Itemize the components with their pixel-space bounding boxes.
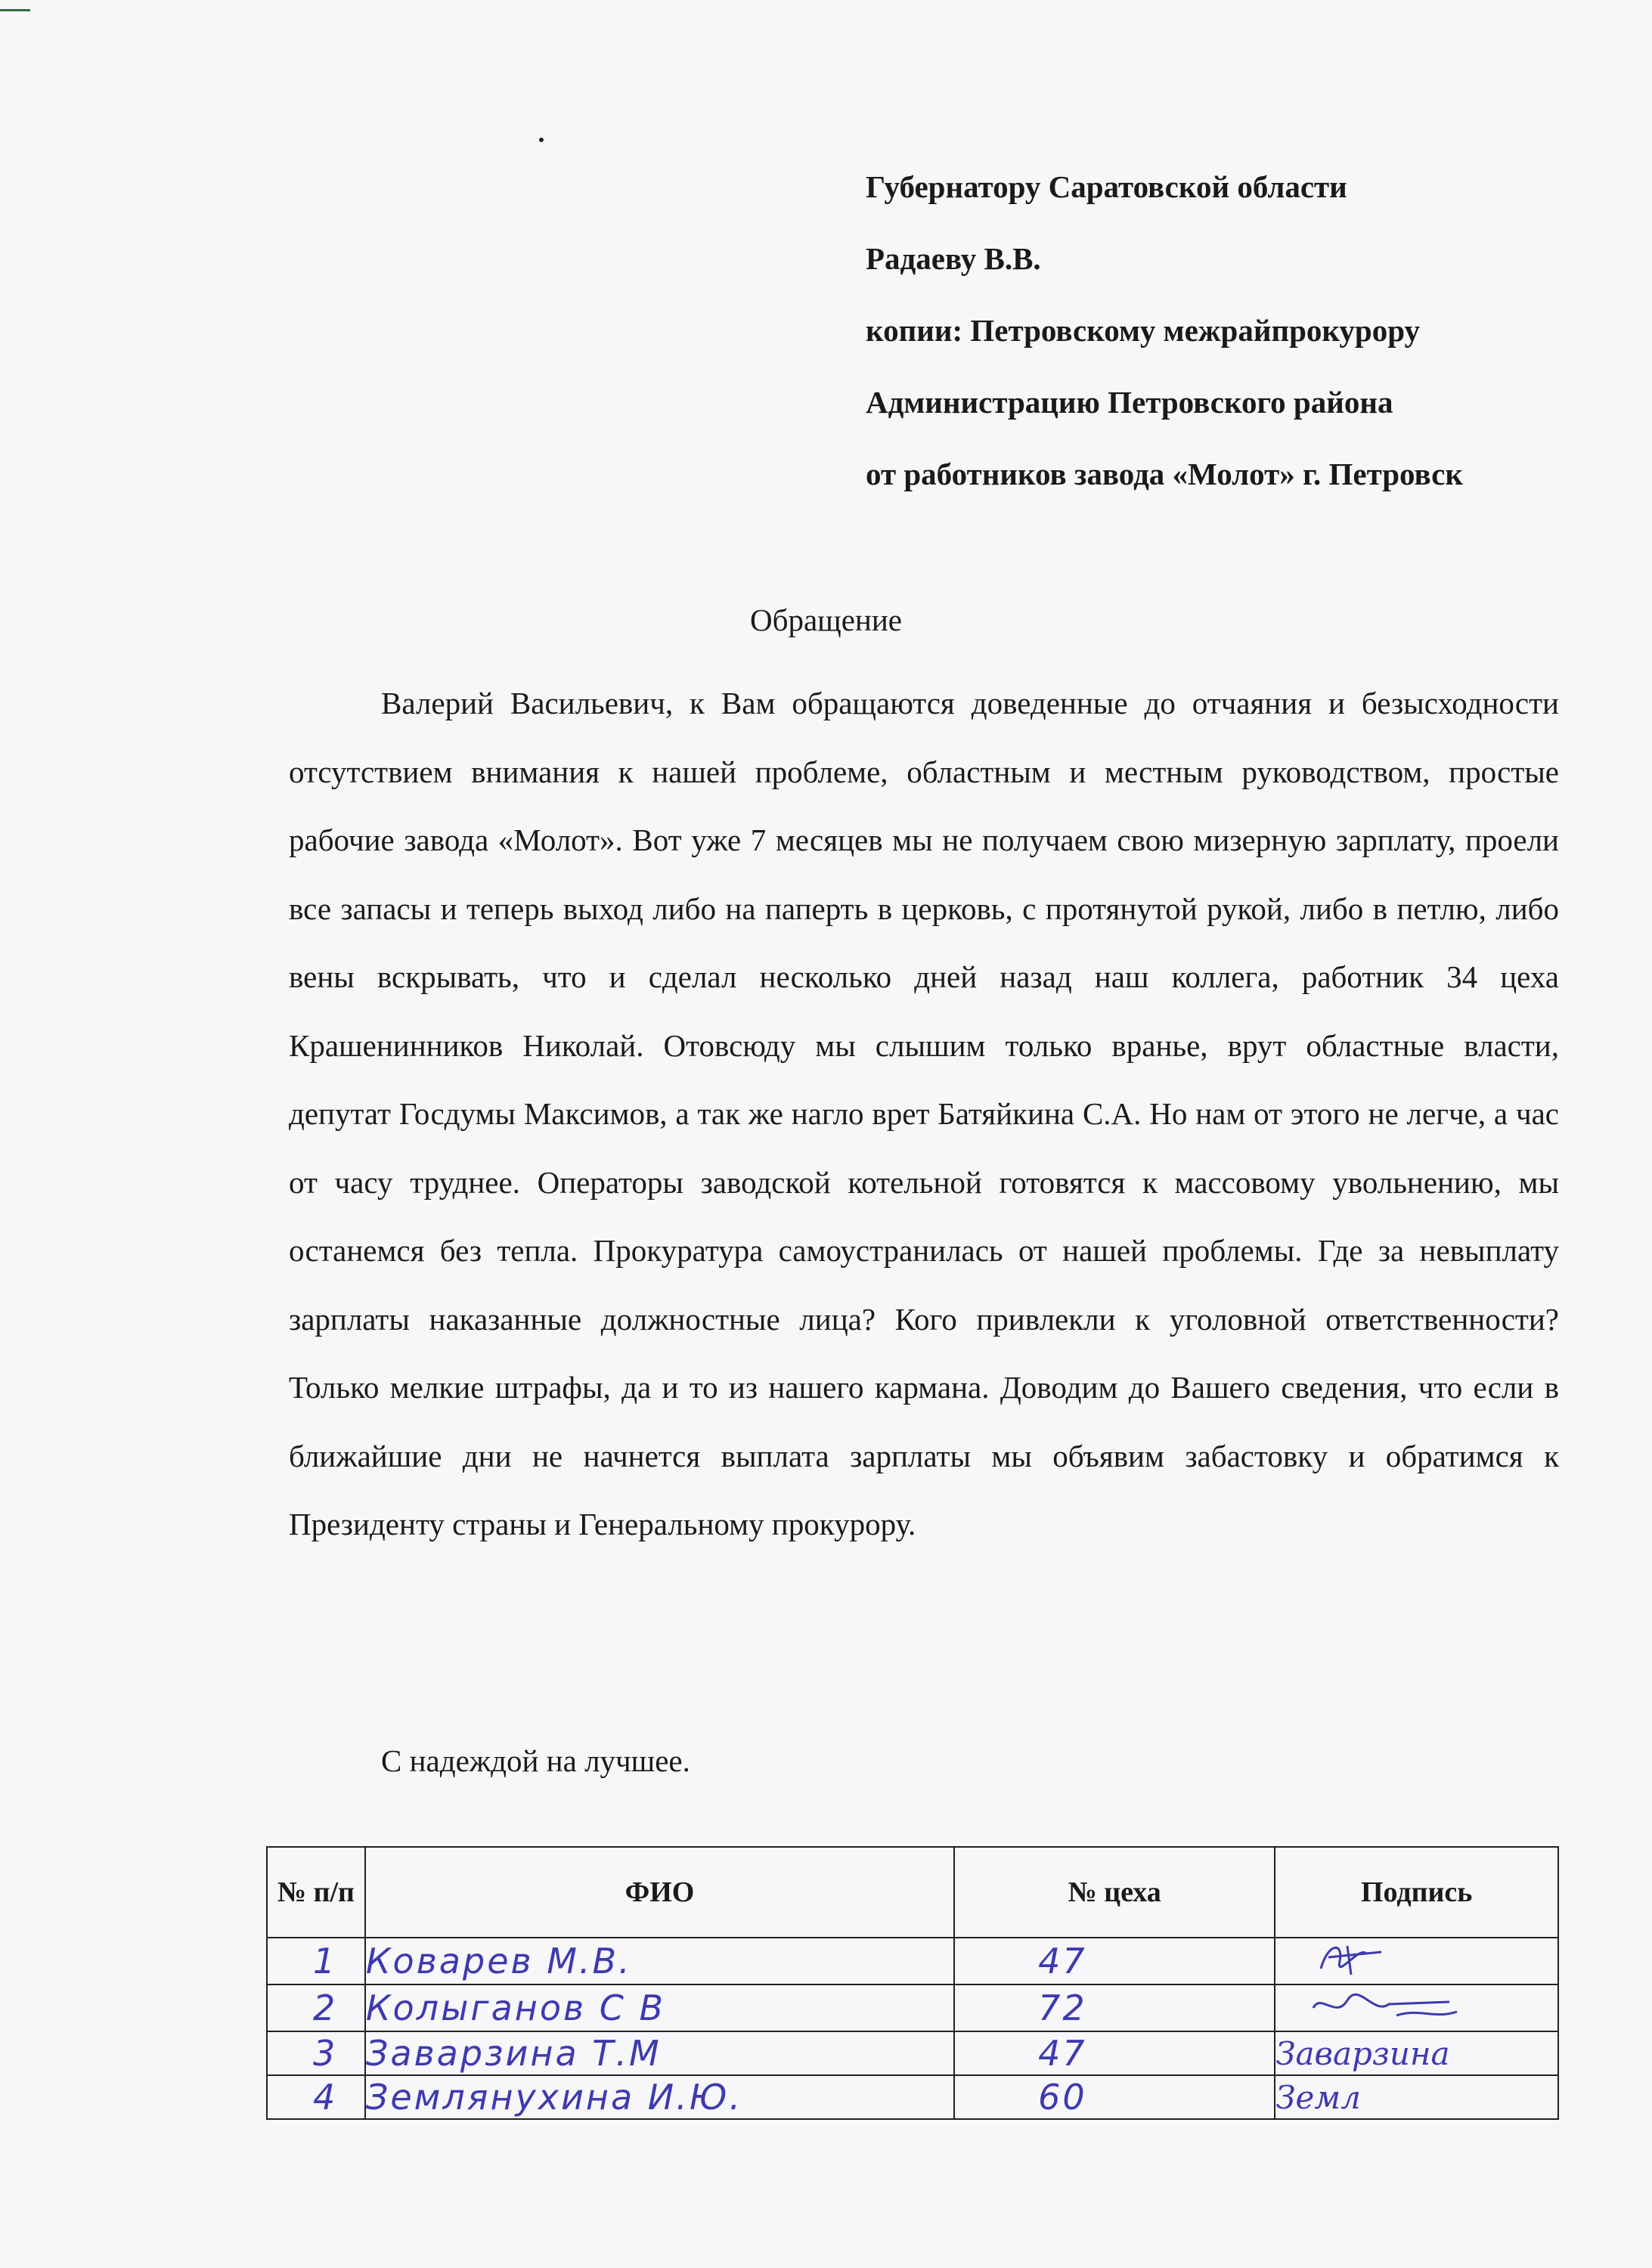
addressee-line: Администрацию Петровского района (866, 385, 1393, 420)
column-header: Подпись (1275, 1847, 1558, 1938)
row-shop: 72 (954, 1984, 1275, 2031)
row-signature: Заварзина (1275, 2031, 1558, 2075)
row-shop: 47 (954, 2031, 1275, 2075)
row-name: Колыганов С В (365, 1984, 954, 2031)
addressee-line: копии: Петровскому межрайпрокурору (866, 313, 1420, 348)
addressee-line: от работников завода «Молот» г. Петровск (866, 457, 1463, 491)
row-number: 4 (267, 2075, 365, 2119)
column-header: ФИО (365, 1847, 954, 1938)
addressee-line: Радаеву В.В. (866, 241, 1041, 276)
row-shop: 47 (954, 1938, 1275, 1984)
row-name: Коварев М.В. (365, 1938, 954, 1984)
document-title: Обращение (749, 603, 903, 637)
appeal-body: Валерий Васильевич, к Вам обращаются доведенные до отчаяния и безысходности отсутствием внимания к нашей проблеме, областным и местным руководством, простые рабочие завода «Молот». Вот уже 7 месяцев мы не получаем свою мизерную зарплату, проели все запасы и теперь выход либо на паперть в церковь, с протянутой рукой, либо в петлю, либо вены вскрывать, что и сделал несколько дней назад наш коллега, работник 34 цеха Крашенинников Николай. Отовсюду мы слышим только вранье, врут областные власти, депутат Госдумы Максимов, а так же нагло врет Батяйкина С.А. Но нам от этого не легче, а час от часу труднее. Операторы заводской котельной готовятся к массовому увольнению, мы останемся без тепла. Прокуратура самоустранилась от нашей проблемы. Где за невыплату зарплаты наказанные должностные лица? Кого привлекли к уголовной ответственности? Только мелкие штрафы, да и то из нашего кармана. Доводим до Вашего сведения, что если в ближайшие дни не начнется выплата зарплаты мы объявим забастовку и обратимся к Президенту страны и Генеральному прокурору. (289, 686, 1559, 1541)
row-signature (1275, 1984, 1558, 2031)
table-header-row (267, 1847, 1558, 1938)
closing-line: С надеждой на лучшее. (381, 1743, 690, 1778)
row-number: 2 (267, 1984, 365, 2031)
row-signature: Земл (1275, 2075, 1558, 2119)
row-shop: 60 (954, 2075, 1275, 2119)
row-signature (1275, 1938, 1558, 1984)
addressee-line: Губернатору Саратовской области (866, 169, 1347, 204)
row-number: 3 (267, 2031, 365, 2075)
table-row (267, 2075, 1558, 2119)
column-header: № п/п (267, 1847, 365, 1938)
addressee-block (866, 151, 1463, 510)
ink-speck (539, 138, 544, 142)
column-header: № цеха (954, 1847, 1275, 1938)
handwritten-signature (1275, 1938, 1427, 1976)
table-row (267, 2031, 1558, 2075)
row-name: Землянухина И.Ю. (365, 2075, 954, 2119)
handwritten-signature (1275, 1985, 1472, 2023)
signature-table (266, 1846, 1559, 2120)
scan-edge-mark (0, 9, 30, 11)
table-row (267, 1984, 1558, 2031)
row-number: 1 (267, 1938, 365, 1984)
row-name: Заварзина Т.М (365, 2031, 954, 2075)
table-row (267, 1938, 1558, 1984)
